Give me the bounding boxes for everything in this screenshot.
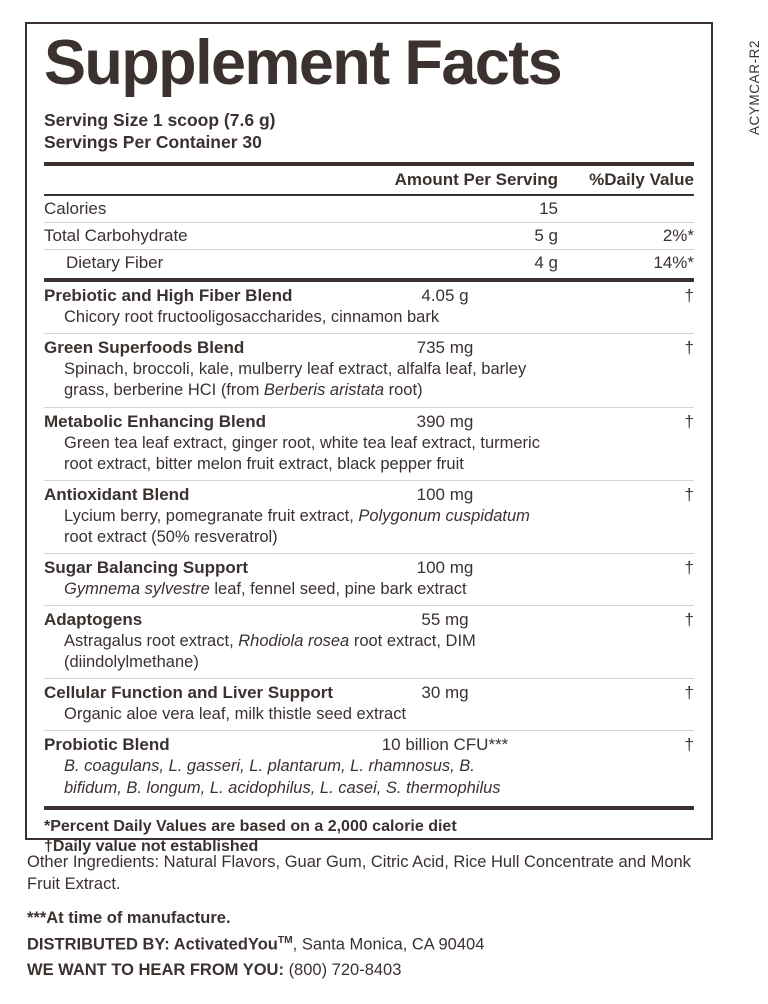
blend-amount: 30 mg bbox=[421, 683, 469, 703]
blend-daily-value: † bbox=[684, 411, 694, 431]
blend-daily-value: † bbox=[684, 338, 694, 358]
blend-daily-value: † bbox=[684, 286, 694, 306]
blend-row bbox=[44, 481, 694, 553]
nutrient-amount: 4 g bbox=[534, 253, 558, 273]
blend-row bbox=[44, 282, 694, 333]
blend-ingredients: Chicory root fructooligosaccharides, cinnamon bark bbox=[64, 308, 440, 327]
blend-header bbox=[44, 735, 694, 755]
blend-amount: 735 mg bbox=[416, 338, 474, 358]
blend-name: Cellular Function and Liver Support bbox=[44, 683, 334, 703]
latin-name: Rhodiola rosea bbox=[238, 632, 350, 651]
blend-name: Sugar Balancing Support bbox=[44, 558, 249, 578]
latin-name: Gymnema sylvestre bbox=[64, 580, 210, 599]
serving-info bbox=[44, 110, 694, 154]
contact-line bbox=[27, 960, 727, 982]
blend-name: Adaptogens bbox=[44, 610, 143, 630]
nutrient-name: Dietary Fiber bbox=[66, 253, 164, 273]
contact-label: WE WANT TO HEAR FROM YOU: bbox=[27, 961, 284, 980]
nutrient-rows bbox=[44, 196, 694, 276]
footnote-line: †Daily value not established bbox=[44, 838, 259, 856]
panel-title: Supplement Facts bbox=[44, 28, 562, 98]
distributed-by-label: DISTRIBUTED BY: ActivatedYou bbox=[27, 935, 278, 954]
below-panel-text bbox=[27, 852, 727, 986]
trademark-icon: TM bbox=[277, 934, 293, 946]
footnote-line: *Percent Daily Values are based on a 2,000 calorie diet bbox=[44, 817, 457, 835]
blend-header bbox=[44, 338, 694, 358]
blend-amount: 390 mg bbox=[416, 411, 474, 431]
manufacture-note: ***At time of manufacture. bbox=[27, 908, 231, 927]
blend-name: Green Superfoods Blend bbox=[44, 338, 245, 358]
servings-per-container: Servings Per Container 30 bbox=[44, 131, 262, 152]
blend-rows bbox=[44, 282, 694, 803]
blend-header bbox=[44, 412, 694, 432]
nutrient-row bbox=[44, 250, 694, 276]
blend-row bbox=[44, 679, 694, 730]
blend-daily-value: † bbox=[684, 735, 694, 755]
blend-name: Metabolic Enhancing Blend bbox=[44, 411, 266, 431]
daily-value-header: %Daily Value bbox=[589, 169, 694, 189]
footnotes bbox=[44, 810, 694, 859]
blend-name: Prebiotic and High Fiber Blend bbox=[44, 286, 293, 306]
blend-ingredients: Green tea leaf extract, ginger root, white tea leaf extract, turmeric root extract, bitter melon fruit extract, black pepper fruit bbox=[64, 433, 540, 473]
latin-name: Polygonum cuspidatum bbox=[358, 506, 530, 525]
blend-amount: 100 mg bbox=[416, 484, 474, 504]
blend-amount: 4.05 g bbox=[421, 286, 469, 306]
blend-header bbox=[44, 485, 694, 505]
blend-ingredients: Gymnema sylvestre leaf, fennel seed, pine bark extract bbox=[64, 580, 467, 599]
nutrient-name: Total Carbohydrate bbox=[44, 226, 188, 246]
nutrient-row bbox=[44, 223, 694, 249]
amount-per-serving-header: Amount Per Serving bbox=[394, 169, 558, 189]
blend-daily-value: † bbox=[684, 558, 694, 578]
blend-daily-value: † bbox=[684, 610, 694, 630]
blend-daily-value: † bbox=[684, 683, 694, 703]
other-ingredients: Other Ingredients: Natural Flavors, Guar Gum, Citric Acid, Rice Hull Concentrate and Monk Fruit Extract. bbox=[27, 853, 691, 893]
blend-row bbox=[44, 408, 694, 480]
column-headers bbox=[44, 166, 694, 194]
blend-header bbox=[44, 610, 694, 630]
blend-row bbox=[44, 334, 694, 406]
nutrient-daily-value: 2%* bbox=[662, 226, 694, 246]
product-code-text: ACYMCAR-R2 bbox=[747, 39, 763, 136]
nutrient-name: Calories bbox=[44, 199, 107, 219]
nutrient-amount: 5 g bbox=[534, 226, 558, 246]
blend-daily-value: † bbox=[684, 484, 694, 504]
supplement-facts-panel bbox=[25, 22, 713, 856]
latin-name: Berberis aristata bbox=[263, 381, 385, 400]
nutrient-row bbox=[44, 196, 694, 222]
distributed-address: , Santa Monica, CA 90404 bbox=[292, 935, 485, 954]
distributed-by bbox=[27, 934, 727, 956]
serving-size: Serving Size 1 scoop (7.6 g) bbox=[44, 110, 276, 130]
blend-row bbox=[44, 606, 694, 678]
blend-name: Probiotic Blend bbox=[44, 735, 170, 755]
blend-header bbox=[44, 286, 694, 306]
nutrient-amount: 15 bbox=[539, 199, 558, 219]
blend-amount: 100 mg bbox=[416, 558, 474, 578]
product-code-vertical bbox=[744, 18, 766, 178]
blend-ingredients: Organic aloe vera leaf, milk thistle seed extract bbox=[64, 705, 407, 724]
blend-ingredients: Lycium berry, pomegranate fruit extract, Polygonum cuspidatum root extract (50% resveratrol) bbox=[64, 506, 530, 546]
blend-ingredients: Astragalus root extract, Rhodiola rosea root extract, DIM (diindolylmethane) bbox=[64, 632, 476, 672]
blend-ingredients: Spinach, broccoli, kale, mulberry leaf extract, alfalfa leaf, barley grass, berberine HCI (from Berberis aristata root) bbox=[64, 360, 527, 400]
blend-amount: 55 mg bbox=[421, 610, 469, 630]
contact-phone: (800) 720-8403 bbox=[288, 961, 402, 980]
blend-header bbox=[44, 683, 694, 703]
nutrient-daily-value: 14%* bbox=[653, 253, 694, 273]
blend-row bbox=[44, 731, 694, 803]
blend-header bbox=[44, 558, 694, 578]
blend-name: Antioxidant Blend bbox=[44, 484, 190, 504]
blend-ingredients: B. coagulans, L. gasseri, L. plantarum, L. rhamnosus, B. bifidum, B. longum, L. acidophilus, L. casei, S. thermophilus bbox=[64, 757, 501, 797]
blend-row bbox=[44, 554, 694, 605]
blend-amount: 10 billion CFU*** bbox=[381, 735, 509, 755]
